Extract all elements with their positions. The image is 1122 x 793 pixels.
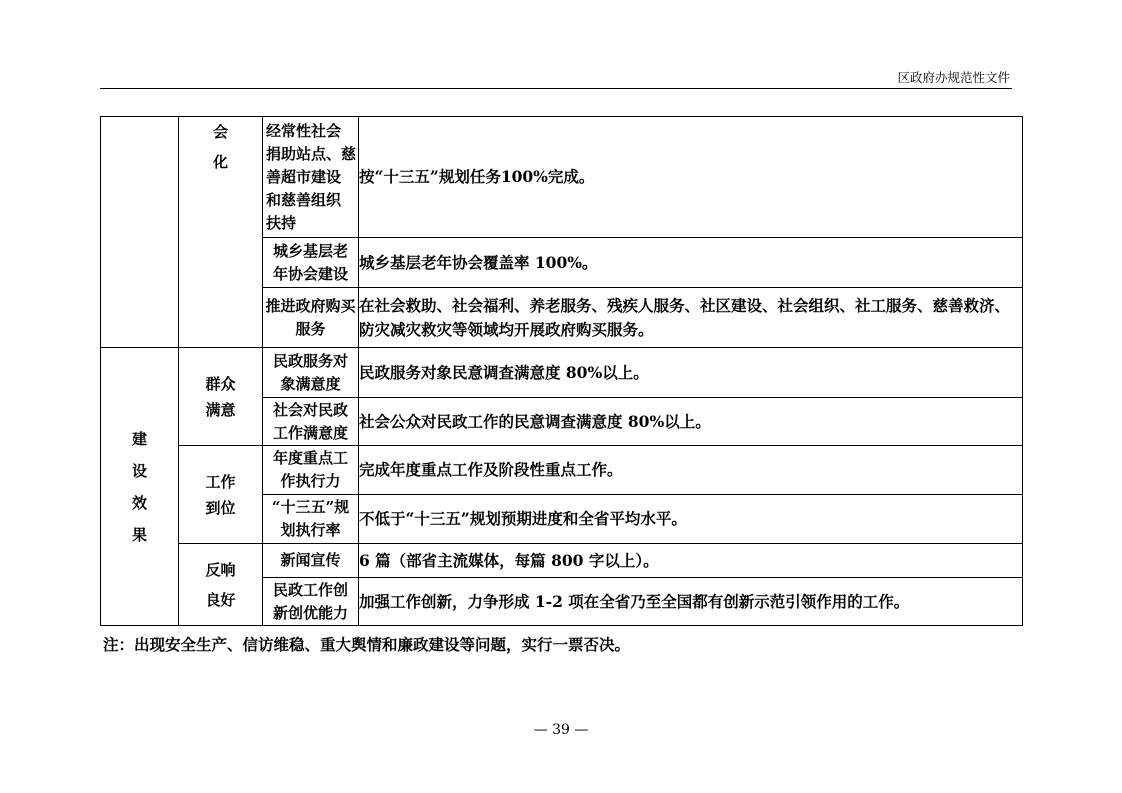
table-row: [101, 117, 1023, 238]
indicator-cell: 民政工作创 新创优能力: [263, 578, 359, 626]
indicator-table: [100, 116, 1023, 626]
indicator-cell: 民政服务对 象满意度: [263, 348, 359, 398]
target-cell: 6 篇（部省主流媒体，每篇 800 字以上）。: [359, 544, 1023, 578]
table-row: [101, 446, 1023, 495]
page-number: — 39 —: [533, 722, 589, 738]
target-cell: 在社会救助、社会福利、养老服务、残疾人服务、社区建设、社会组织、社工服务、慈善救济、防灾减灾救灾等领域均开展政府购买服务。: [359, 288, 1023, 348]
group-cell: 工作 到位: [179, 446, 263, 544]
group-cell: 群众 满意: [179, 348, 263, 446]
indicator-cell: 城乡基层老 年协会建设: [263, 238, 359, 288]
indicator-cell: 新闻宣传: [263, 544, 359, 578]
indicator-cell: 社会对民政 工作满意度: [263, 398, 359, 446]
category-cell: [101, 117, 179, 348]
target-cell: 不低于“十三五”规划预期进度和全省平均水平。: [359, 495, 1023, 544]
category-cell: 建 设 效 果: [101, 348, 179, 626]
table-row: [101, 348, 1023, 398]
target-cell: 民政服务对象民意调查满意度 80%以上。: [359, 348, 1023, 398]
target-cell: 加强工作创新，力争形成 1-2 项在全省乃至全国都有创新示范引领作用的工作。: [359, 578, 1023, 626]
indicator-cell: 经常性社会 捐助站点、慈 善超市建设 和慈善组织 扶持: [263, 117, 359, 238]
document-header-title: 区政府办规范性文件: [897, 70, 1010, 85]
target-cell: 按“十三五”规划任务100%完成。: [359, 117, 1023, 238]
indicator-cell: “十三五”规 划执行率: [263, 495, 359, 544]
header-rule: [100, 88, 1012, 89]
target-cell: 城乡基层老年协会覆盖率 100%。: [359, 238, 1023, 288]
target-cell: 完成年度重点工作及阶段性重点工作。: [359, 446, 1023, 495]
group-cell: 反响 良好: [179, 544, 263, 626]
indicator-cell: 年度重点工 作执行力: [263, 446, 359, 495]
indicator-cell: 推进政府购买 服务: [263, 288, 359, 348]
group-cell: 会 化: [179, 117, 263, 348]
target-cell: 社会公众对民政工作的民意调查满意度 80%以上。: [359, 398, 1023, 446]
table-row: [101, 544, 1023, 578]
table-note: 注：出现安全生产、信访维稳、重大舆情和廉政建设等问题，实行一票否决。: [103, 635, 631, 654]
